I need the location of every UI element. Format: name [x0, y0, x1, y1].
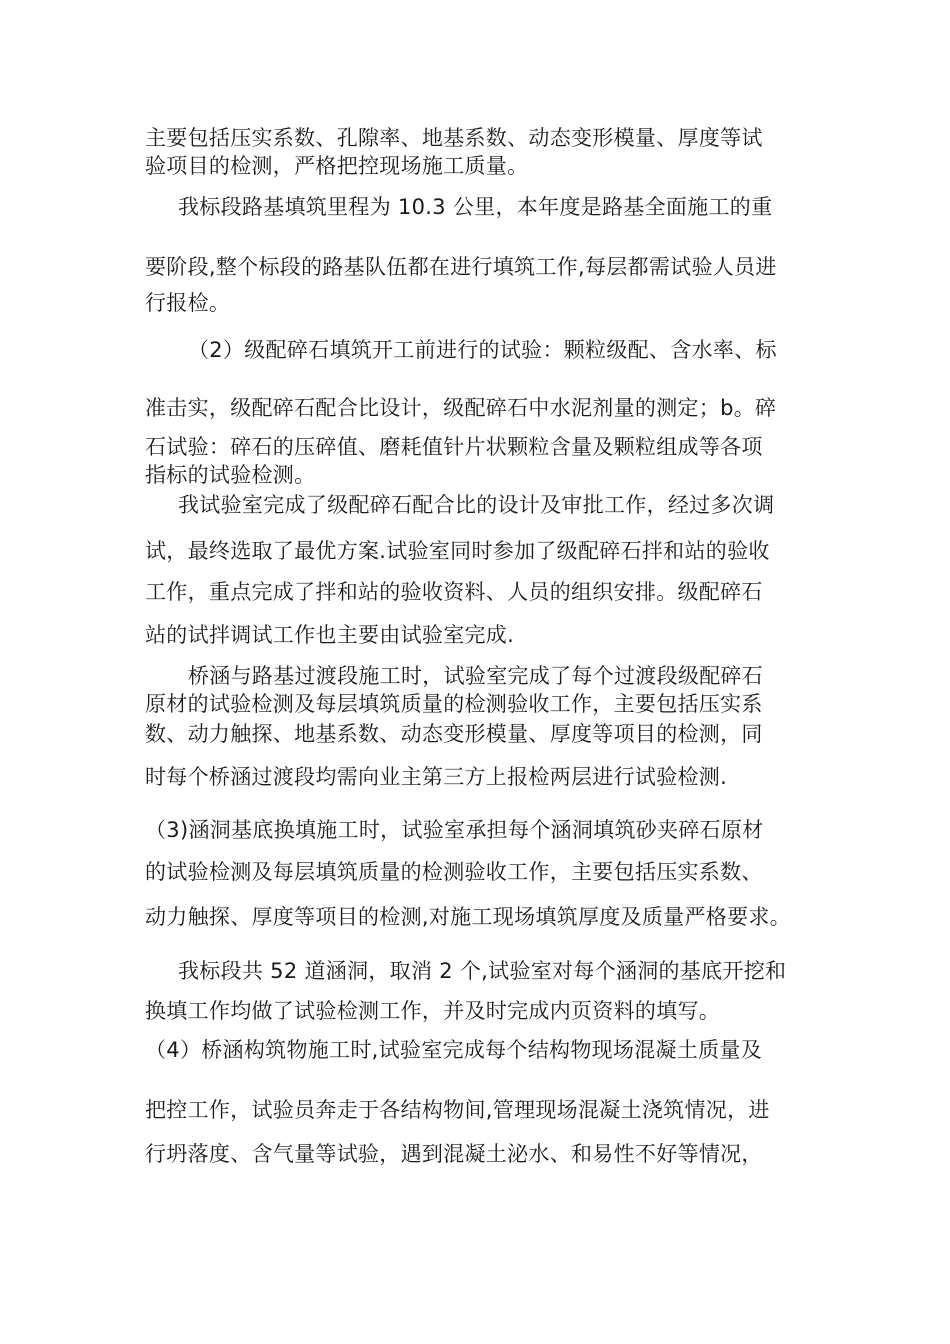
- text-line-9: 指标的试验检测。: [145, 463, 316, 487]
- text-line-2: 验项目的检测，严格把控现场施工质量。: [145, 154, 529, 178]
- text-line-15: 原材的试验检测及每层填筑质量的检测验收工作，主要包括压实系: [145, 692, 763, 716]
- text-line-8: 石试验：碎石的压碎值、磨耗值针片状颗粒含量及颗粒组成等各项: [145, 435, 763, 459]
- text-line-11: 试，最终选取了最优方案.试验室同时参加了级配碎石拌和站的验收: [145, 539, 770, 563]
- text-line-18: （3)涵洞基底换填施工时，试验室承担每个涵洞填筑砂夹碎石原材: [145, 818, 764, 842]
- text-line-4: 要阶段,整个标段的路基队伍都在进行填筑工作,每层都需试验人员进: [145, 255, 777, 279]
- text-line-1: 主要包括压实系数、孔隙率、地基系数、动态变形模量、厚度等试: [145, 126, 763, 150]
- text-line-12: 工作，重点完成了拌和站的验收资料、人员的组织安排。级配碎石: [145, 580, 763, 604]
- text-line-17: 时每个桥涵过渡段均需向业主第三方上报检两层进行试验检测.: [145, 765, 728, 789]
- text-line-19: 的试验检测及每层填筑质量的检测验收工作，主要包括压实系数、: [145, 860, 763, 884]
- text-line-6: （2）级配碎石填筑开工前进行的试验：颗粒级配、含水率、标: [188, 338, 777, 362]
- text-line-14: 桥涵与路基过渡段施工时，试验室完成了每个过渡段级配碎石: [188, 664, 764, 688]
- text-line-5: 行报检。: [145, 291, 231, 315]
- text-line-21: 我标段共 52 道涵洞，取消 2 个,试验室对每个涵洞的基底开挖和: [178, 959, 787, 983]
- text-line-16: 数、动力触探、地基系数、动态变形模量、厚度等项目的检测，同: [145, 722, 763, 746]
- text-line-13: 站的试拌调试工作也主要由试验室完成.: [145, 623, 515, 647]
- text-line-23: （4）桥涵构筑物施工时,试验室完成每个结构物现场混凝土质量及: [145, 1038, 763, 1062]
- text-line-10: 我试验室完成了级配碎石配合比的设计及审批工作，经过多次调: [178, 493, 775, 517]
- text-line-25: 行坍落度、含气量等试验，遇到混凝土泌水、和易性不好等情况，: [145, 1142, 763, 1166]
- text-line-24: 把控工作，试验员奔走于各结构物间,管理现场混凝土浇筑情况，进: [145, 1098, 770, 1122]
- text-line-22: 换填工作均做了试验检测工作，并及时完成内页资料的填写。: [145, 999, 721, 1023]
- text-line-3: 我标段路基填筑里程为 10.3 公里，本年度是路基全面施工的重: [178, 195, 773, 219]
- text-line-7: 准击实，级配碎石配合比设计，级配碎石中水泥剂量的测定；b。碎: [145, 396, 777, 420]
- text-line-20: 动力触探、厚度等项目的检测,对施工现场填筑厚度及质量严格要求。: [145, 905, 791, 929]
